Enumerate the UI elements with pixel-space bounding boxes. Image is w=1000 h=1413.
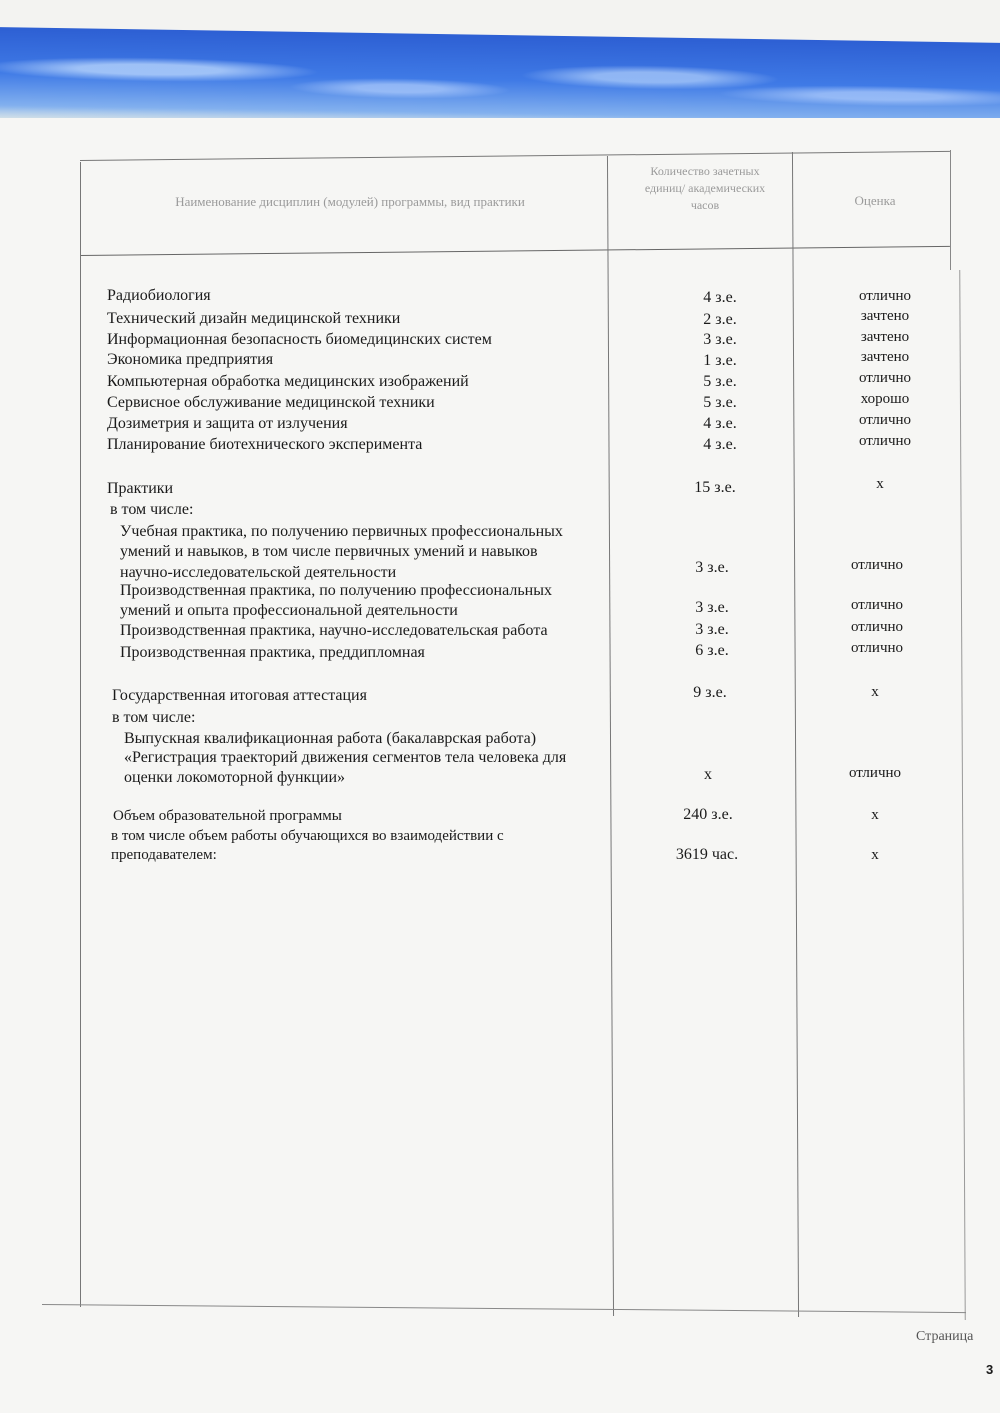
discipline-name: Технический дизайн медицинской техники (107, 310, 401, 327)
practice-units: 6 з.е. (695, 642, 729, 659)
discipline-name: Информационная безопасность биомедицинских систем (107, 331, 492, 348)
discipline-grade: зачтено (860, 329, 910, 345)
discipline-grade: отлично (858, 288, 912, 304)
practice-line: Производственная практика, научно-исследовательская работа (120, 622, 548, 639)
attestation-item-grade: отлично (848, 765, 902, 781)
volume-hours: 3619 час. (675, 846, 739, 863)
practice-line: Производственная практика, преддипломная (120, 644, 425, 661)
practice-grade: отлично (850, 597, 904, 613)
volume-grade: x (871, 807, 879, 823)
header-units-column: Количество зачетных единиц/ академических часов (644, 164, 766, 212)
practice-grade: отлично (850, 619, 904, 635)
attestation-including: в том числе: (112, 709, 196, 726)
discipline-name: Экономика предприятия (107, 351, 274, 368)
attestation-units: 9 з.е. (693, 684, 727, 701)
practice-line: научно-исследовательской деятельности (120, 564, 397, 581)
header-grade-column: Оценка (854, 193, 896, 208)
practices-grade: x (876, 476, 884, 492)
discipline-grade: хорошо (860, 391, 910, 407)
attestation-line: «Регистрация траекторий движения сегментов тела человека для (124, 749, 567, 766)
discipline-name: Планирование биотехнического эксперимента (107, 436, 423, 453)
attestation-item-units: x (704, 766, 712, 783)
volume-title: Объем образовательной программы (113, 808, 342, 824)
discipline-grade: отлично (858, 433, 912, 449)
discipline-units: 5 з.е. (703, 394, 737, 411)
attestation-grade: x (871, 684, 879, 700)
discipline-grade: зачтено (860, 349, 910, 365)
practice-grade: отлично (850, 640, 904, 656)
discipline-name: Компьютерная обработка медицинских изображений (107, 373, 469, 390)
volume-line: преподавателем: (111, 847, 217, 863)
page-label: Страница (916, 1329, 974, 1344)
attestation-title: Государственная итоговая аттестация (112, 687, 367, 704)
volume-units: 240 з.е. (683, 806, 733, 823)
page-number: 3 (986, 1362, 994, 1377)
header-name-column: Наименование дисциплин (модулей) программы, вид практики (175, 194, 525, 209)
practice-line: Учебная практика, по получению первичных профессиональных (120, 523, 563, 540)
volume-line: в том числе объем работы обучающихся во взаимодействии с (111, 828, 504, 844)
volume-hours-grade: x (871, 847, 879, 863)
discipline-units: 3 з.е. (703, 331, 737, 348)
discipline-name: Сервисное обслуживание медицинской техники (107, 394, 435, 411)
discipline-name: Дозиметрия и защита от излучения (107, 415, 348, 432)
discipline-units: 4 з.е. (703, 289, 737, 306)
practices-title: Практики (107, 480, 174, 497)
table-border-left (80, 162, 81, 1307)
attestation-line: оценки локомоторной функции» (124, 769, 346, 786)
table-border-right-top (950, 150, 951, 270)
discipline-units: 1 з.е. (703, 352, 737, 369)
practice-line: умений и навыков, в том числе первичных умений и навыков (120, 543, 538, 560)
discipline-grade: отлично (858, 412, 912, 428)
discipline-grade: зачтено (860, 308, 910, 324)
discipline-name: Радиобиология (107, 287, 211, 304)
attestation-line: Выпускная квалификационная работа (бакалаврская работа) (124, 730, 537, 747)
practice-line: умений и опыта профессиональной деятельности (120, 602, 458, 619)
practice-units: 3 з.е. (695, 559, 729, 576)
discipline-grade: отлично (858, 370, 912, 386)
discipline-units: 5 з.е. (703, 373, 737, 390)
practices-units: 15 з.е. (694, 479, 736, 496)
discipline-units: 4 з.е. (703, 436, 737, 453)
discipline-units: 2 з.е. (703, 311, 737, 328)
practice-line: Производственная практика, по получению профессиональных (120, 582, 552, 599)
practice-units: 3 з.е. (695, 621, 729, 638)
practice-grade: отлично (850, 557, 904, 573)
practices-including: в том числе: (110, 501, 194, 518)
discipline-units: 4 з.е. (703, 415, 737, 432)
practice-units: 3 з.е. (695, 599, 729, 616)
